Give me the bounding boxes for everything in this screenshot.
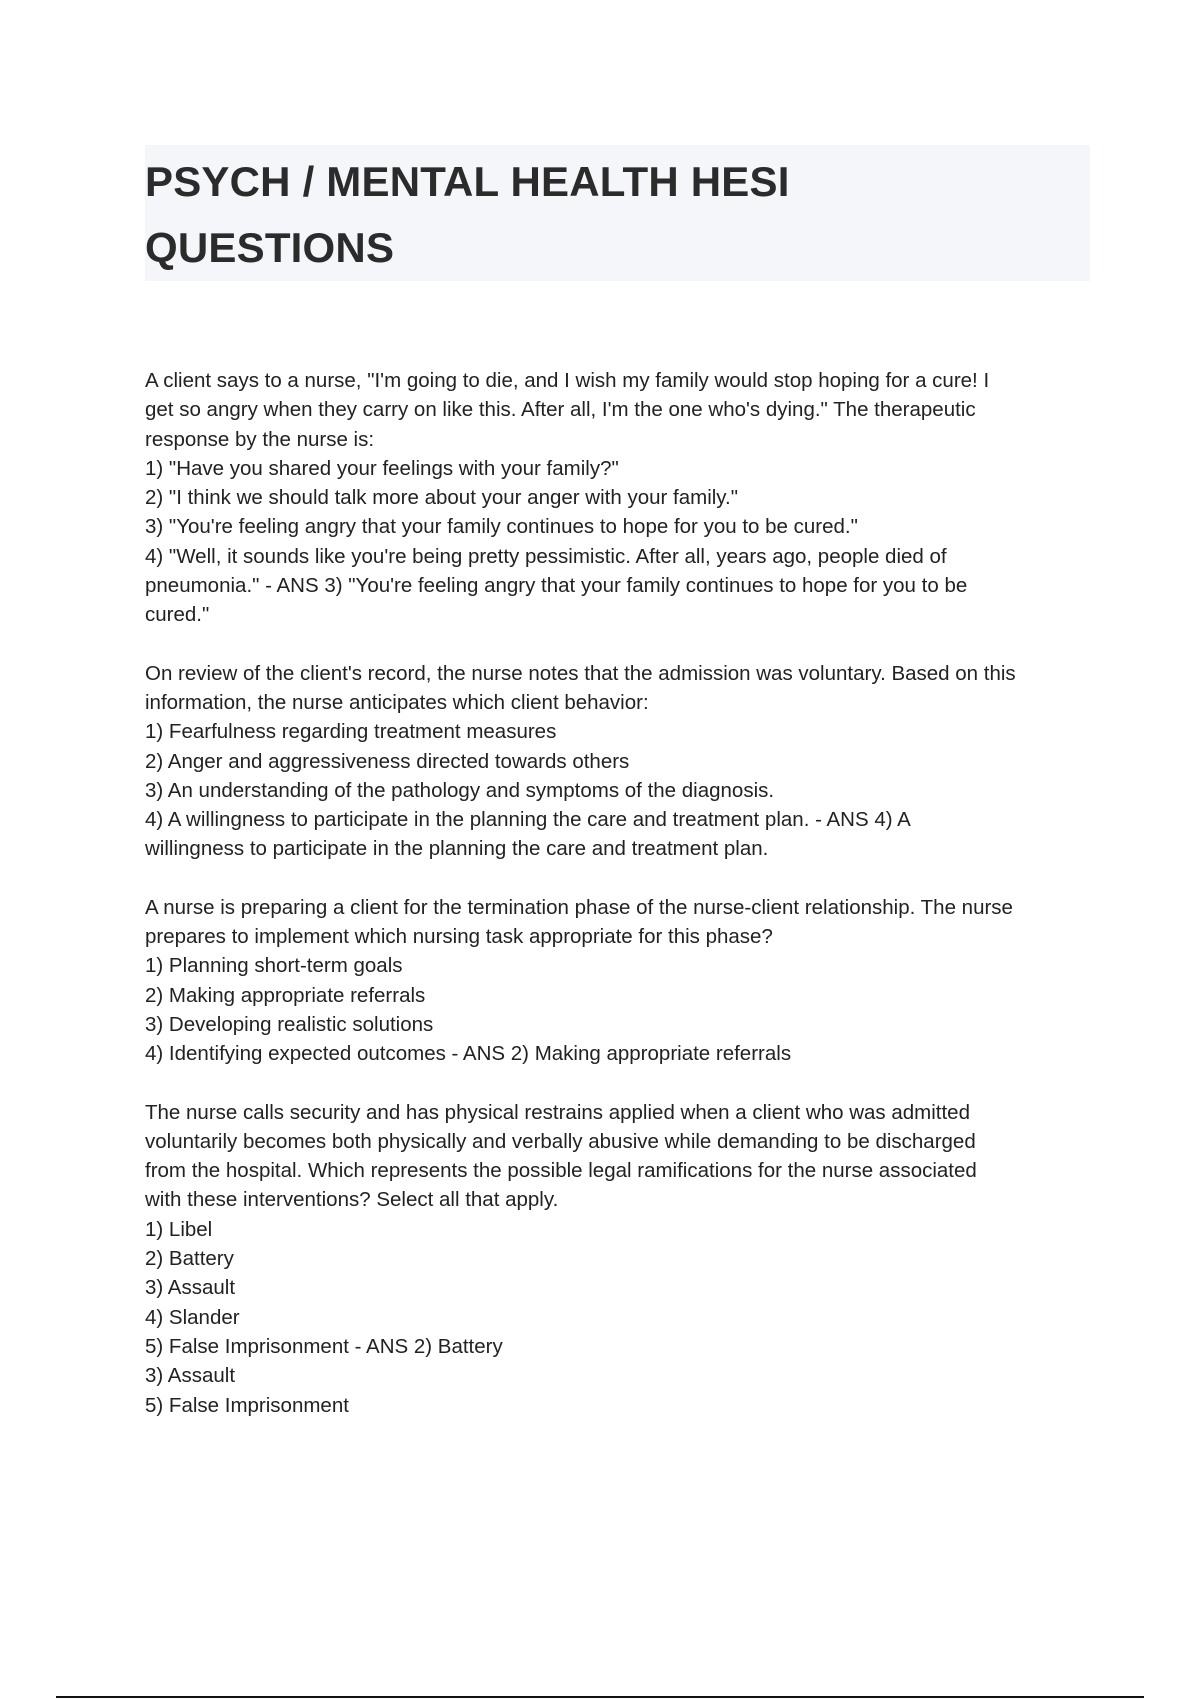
text-line: 3) Assault: [145, 1364, 236, 1388]
text-line: get so angry when they carry on like this. After all, I'm the one who's dying." The therapeutic: [145, 398, 976, 422]
question-block-1: [145, 366, 1095, 630]
text-line: 4) Identifying expected outcomes - ANS 2) Making appropriate referrals: [145, 1042, 792, 1066]
text-line: prepares to implement which nursing task appropriate for this phase?: [145, 925, 773, 949]
text-line: The nurse calls security and has physical restrains applied when a client who was admitted: [145, 1100, 970, 1124]
footer-divider: [56, 1696, 1144, 1698]
text-line: On review of the client's record, the nurse notes that the admission was voluntary. Based on this: [145, 661, 1016, 685]
text-line: 3) An understanding of the pathology and symptoms of the diagnosis.: [145, 778, 775, 802]
text-line: 2) "I think we should talk more about your anger with your family.": [145, 486, 738, 510]
text-line: 3) "You're feeling angry that your family continues to hope for you to be cured.": [145, 515, 858, 539]
text-line: 5) False Imprisonment: [145, 1393, 349, 1417]
title-banner: [145, 145, 1090, 281]
text-line: response by the nurse is:: [145, 427, 375, 451]
text-line: voluntarily becomes both physically and verbally abusive while demanding to be discharged: [145, 1129, 976, 1153]
text-line: with these interventions? Select all that apply.: [145, 1188, 559, 1212]
text-line: willingness to participate in the planning the care and treatment plan.: [145, 837, 769, 861]
text-line: A nurse is preparing a client for the termination phase of the nurse-client relationship. The nurse: [145, 895, 1013, 919]
text-line: 4) Slander: [145, 1305, 240, 1329]
question-block-3: [145, 893, 1095, 1069]
text-line: 3) Developing realistic solutions: [145, 1012, 434, 1036]
text-line: 1) Libel: [145, 1217, 213, 1241]
text-line: 2) Battery: [145, 1247, 234, 1271]
text-line: 2) Making appropriate referrals: [145, 983, 426, 1007]
text-line: 4) A willingness to participate in the planning the care and treatment plan. - ANS 4) A: [145, 808, 911, 832]
page-title-line-2: QUESTIONS: [145, 224, 395, 271]
page-title-line-1: PSYCH / MENTAL HEALTH HESI: [145, 158, 790, 205]
question-block-2: [145, 659, 1095, 864]
text-line: A client says to a nurse, "I'm going to die, and I wish my family would stop hoping for a cure! I: [145, 369, 990, 392]
question-list: [145, 366, 1095, 1449]
text-line: 1) Fearfulness regarding treatment measures: [145, 720, 557, 744]
text-line: 2) Anger and aggressiveness directed towards others: [145, 749, 630, 773]
text-line: 1) "Have you shared your feelings with your family?": [145, 456, 619, 480]
text-line: cured.": [145, 603, 210, 627]
text-line: 4) "Well, it sounds like you're being pretty pessimistic. After all, years ago, people died of: [145, 544, 947, 568]
text-line: 5) False Imprisonment - ANS 2) Battery: [145, 1334, 503, 1358]
text-line: information, the nurse anticipates which client behavior:: [145, 690, 649, 714]
text-line: pneumonia." - ANS 3) "You're feeling angry that your family continues to hope for you to be: [145, 574, 968, 598]
text-line: 3) Assault: [145, 1276, 236, 1300]
text-line: 1) Planning short-term goals: [145, 954, 403, 978]
text-line: from the hospital. Which represents the possible legal ramifications for the nurse associated: [145, 1159, 977, 1183]
page-title: [145, 149, 1090, 281]
question-block-4: [145, 1098, 1095, 1420]
